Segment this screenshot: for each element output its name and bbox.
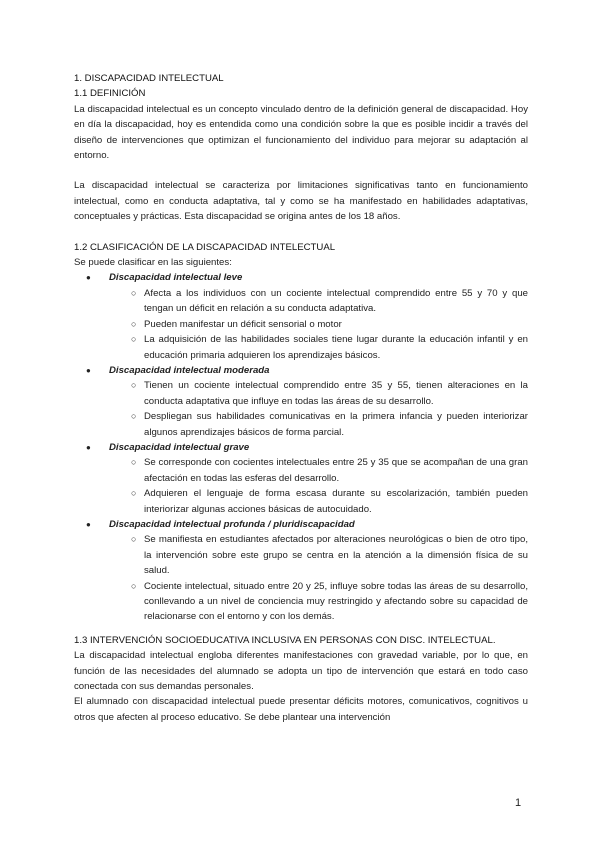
paragraph: La discapacidad intelectual engloba diferentes manifestaciones con gravedad variable, por lo que, en función de las necesidades del alumnado se adopta un tipo de intervención que estará en todo caso conectada con sus demandas personales. [74, 650, 528, 693]
page-number: 1 [515, 797, 522, 809]
paragraph: Se puede clasificar en las siguientes: [74, 257, 232, 269]
circle-bullet-icon: ○ [131, 534, 137, 545]
list-item: ○ Afecta a los individuos con un cociente intelectual comprendido entre 55 y 70 y que tengan un déficit en relación a su conducta adaptativa. [131, 287, 528, 315]
sub-list [109, 286, 528, 363]
circle-bullet-icon: ○ [131, 411, 137, 422]
circle-bullet-icon: ○ [131, 580, 137, 591]
list-item [74, 517, 528, 625]
category-title: Discapacidad intelectual grave [109, 441, 250, 453]
category-title: Discapacidad intelectual profunda / pluridiscapacidad [109, 518, 355, 530]
section-title: 1. DISCAPACIDAD INTELECTUAL [74, 73, 224, 84]
subsection-title: 1.3 INTERVENCIÓN SOCIOEDUCATIVA INCLUSIVA EN PERSONAS CON DISC. INTELECTUAL. [74, 634, 496, 646]
circle-bullet-icon: ○ [131, 318, 137, 329]
circle-bullet-icon: ○ [131, 334, 137, 345]
list-item: ○ La adquisición de las habilidades sociales tiene lugar durante la educación infantil y en educación primaria adquieren los aprendizajes básicos. [131, 334, 528, 361]
bullet-icon: ● [86, 442, 91, 452]
subsection-title: 1.1 DEFINICIÓN [74, 88, 146, 100]
category-title: Discapacidad intelectual moderada [109, 364, 270, 376]
sub-list [109, 378, 528, 440]
circle-bullet-icon: ○ [131, 457, 137, 468]
list-item: ○ Adquieren el lenguaje de forma escasa durante su escolarización, también pueden interiorizar algunas acciones básicas de autocuidado. [131, 488, 528, 515]
bullet-icon: ● [86, 273, 91, 283]
circle-bullet-icon: ○ [131, 380, 137, 391]
list-item: ○ Pueden manifestar un déficit sensorial o motor [109, 317, 528, 332]
bullet-icon: ● [86, 365, 91, 375]
subsection-title: 1.2 CLASIFICACIÓN DE LA DISCAPACIDAD INTELECTUAL [74, 241, 336, 253]
list-item: ○ Se manifiesta en estudiantes afectados por alteraciones neurológicas o bien de otro tipo, la intervención sobre este grupo se centra en la atención a la dimensión física de su salud. [131, 534, 528, 577]
paragraph: La discapacidad intelectual es un concepto vinculado dentro de la definición general de discapacidad. Hoy en día la discapacidad, hoy es entendida como una condición sobre la que es posible incidir a través del diseño de intervenciones que optimizan el funcionamiento del individuo para mejorar su adaptación al entorno. [74, 103, 528, 162]
paragraph: La discapacidad intelectual se caracteriza por limitaciones significativas tanto en funcionamiento intelectual, como en conducta adaptativa, tal y como se ha manifestado en habilidades adaptativas, conceptuales y prácticas. Esta discapacidad se origina antes de los 18 años. [74, 180, 528, 223]
list-item: ○ Se corresponde con cocientes intelectuales entre 25 y 35 que se acompañan de una gran afectación en todas las esferas del desarrollo. [131, 457, 528, 484]
list-item [74, 440, 528, 517]
circle-bullet-icon: ○ [131, 488, 137, 499]
sub-list [109, 532, 528, 624]
circle-bullet-icon: ○ [131, 287, 137, 298]
category-title: Discapacidad intelectual leve [109, 272, 243, 284]
sub-list [109, 455, 528, 517]
list-item: ○ Cociente intelectual, situado entre 20 y 25, influye sobre todas las áreas de su desarrollo, conllevando a un nivel de conciencia muy restringido y afectando sobre su capacidad de relacionarse con el entorno y con los demás. [131, 580, 528, 623]
document-page [74, 71, 528, 725]
list-item [74, 363, 528, 440]
bullet-icon: ● [86, 519, 91, 529]
classification-list [74, 270, 528, 624]
list-item: ○ Despliegan sus habilidades comunicativas en la primera infancia y pueden interiorizar algunos aprendizajes básicos de forma parcial. [131, 411, 528, 438]
list-item [74, 270, 528, 362]
list-item: ○ Tienen un cociente intelectual comprendido entre 35 y 55, tienen alteraciones en la conducta adaptativa que influye en todas las áreas de su desarrollo. [131, 380, 528, 407]
paragraph: El alumnado con discapacidad intelectual puede presentar déficits motores, comunicativos, cognitivos u otros que afecten al proceso educativo. Se debe plantear una intervención [74, 696, 528, 723]
